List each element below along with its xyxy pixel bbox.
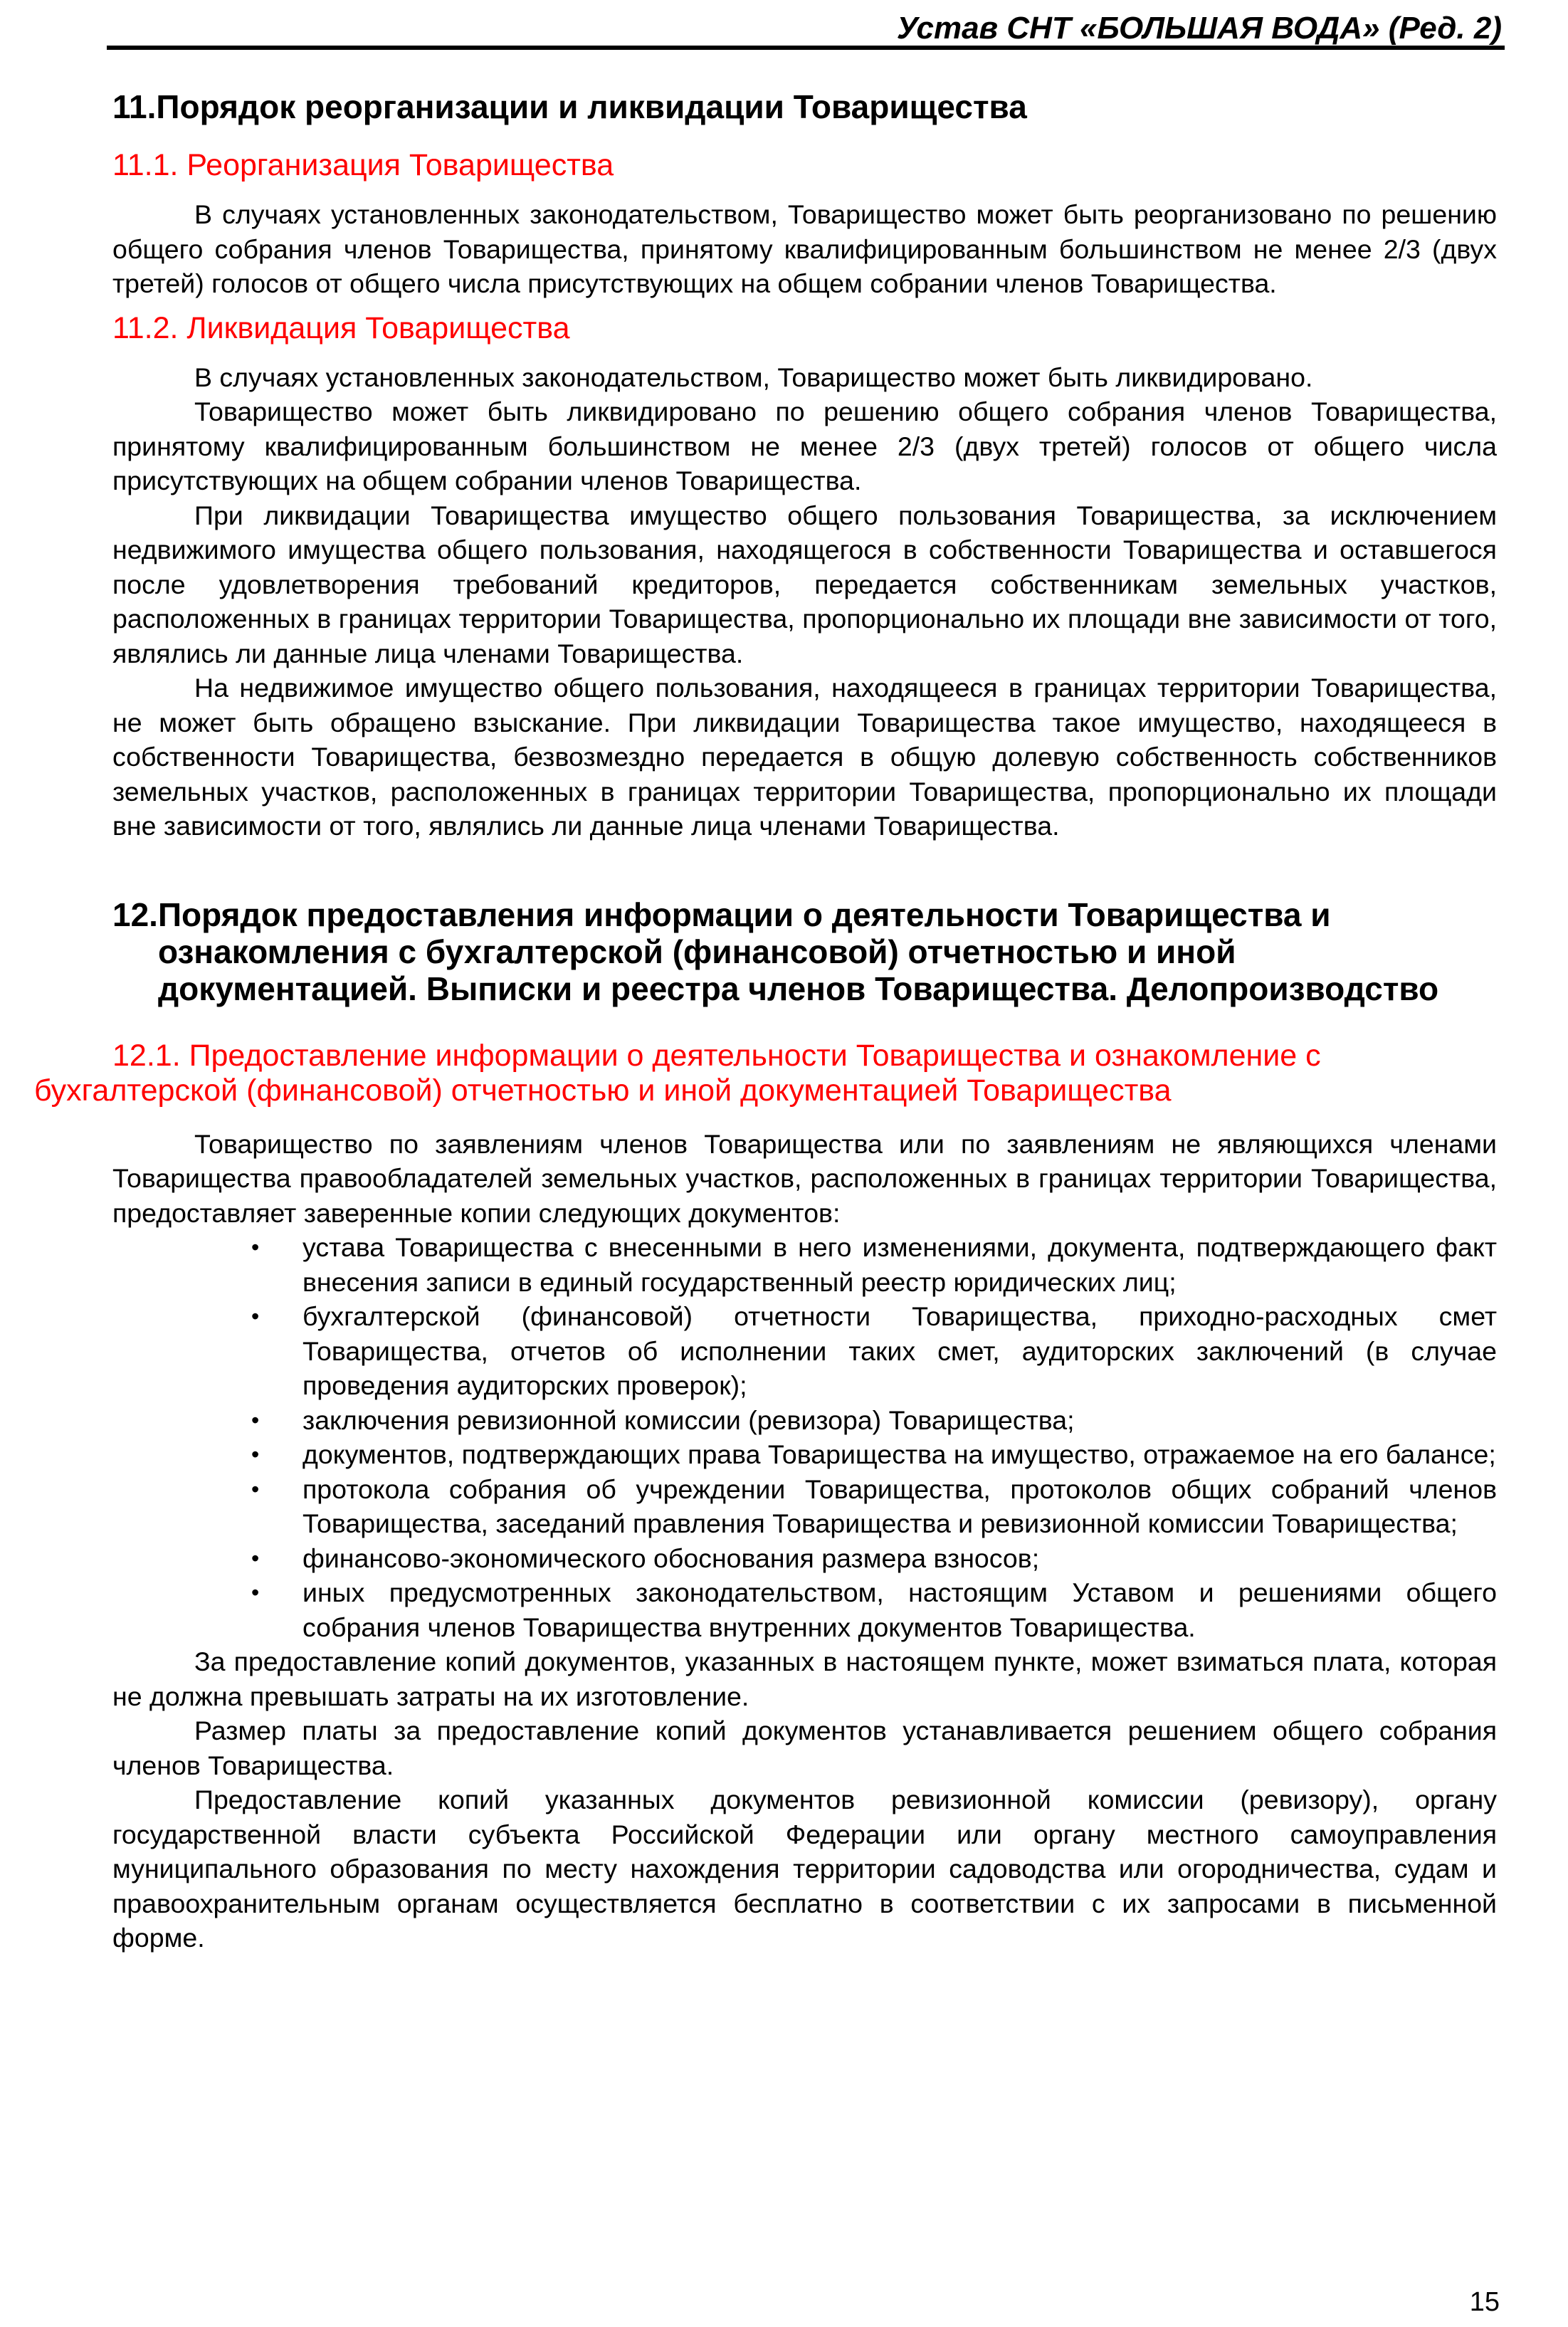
section-11-number: 11. [112,88,157,125]
section-12-title [112,896,1497,1007]
paragraph-11-1-1: В случаях установленных законодательством, Товарищество может быть реорганизовано по решению общего собрания членов Товарищества, принятому квалифицированным большинством не менее 2/3 (двух третей) голосов от общего числа присутствующих на общем собрании членов Товарищества. [112,199,1497,298]
list-item: • заключения ревизионной комиссии (ревизора) Товарищества; [112,1403,1497,1438]
list-item: • документов, подтверждающих права Товарищества на имущество, отражаемое на его балансе; [112,1437,1497,1472]
list-item: • устава Товарищества с внесенными в него изменениями, документа, подтверждающего факт внесения записи в единый государственный реестр юридических лиц; [112,1230,1497,1299]
list-item: • иных предусмотренных законодательством, настоящим Уставом и решениями общего собрания членов Товарищества внутренних документов Товарищества. [112,1575,1497,1644]
page-content [34,88,1497,1955]
subsection-11-1-title: 11.1. Реорганизация Товарищества [112,148,614,182]
paragraph-12-1-intro: Товарищество по заявлениям членов Товарищества или по заявлениям не являющихся членами Товарищества правообладателей земельных участков, расположенных в границах территории Товарищества, предоставляет заверенные копии следующих документов: [112,1128,1497,1228]
section-11-title [112,88,1497,125]
list-item: • протокола собрания об учреждении Товарищества, протоколов общих собраний членов Товарищества, заседаний правления Товарищества и ревизионной комиссии Товарищества; [112,1472,1497,1541]
section-12-title-text: Порядок предоставления информации о деятельности Товарищества и ознакомления с бухгалтерской (финансовой) отчетностью и иной документацией. Выписки и реестра членов Товарищества. Делопроизводство [157,895,1439,1007]
paragraph-12-1-fee: За предоставление копий документов, указанных в настоящем пункте, может взиматься плата, которая не должна превышать затраты на их изготовление. [112,1646,1497,1711]
paragraph-12-1-free: Предоставление копий указанных документов ревизионной комиссии (ревизору), органу государственной власти субъекта Российской Федерации или органу местного самоуправления муниципального образования по месту нахождения территории садоводства или огородничества, судам и правоохранительным органам осуществляется бесплатно в соответствии с их запросами в письменной форме. [112,1785,1497,1953]
paragraph-12-1-fee-size: Размер платы за предоставление копий документов устанавливается решением общего собрания членов Товарищества. [112,1716,1497,1780]
section-11-title-text: Порядок реорганизации и ликвидации Товарищества [156,88,1027,125]
paragraph-11-2-1: В случаях установленных законодательством, Товарищество может быть ликвидировано. [194,362,1313,392]
bullet-icon: • [251,1407,260,1433]
bullet-icon: • [251,1441,260,1467]
list-item: • финансово-экономического обоснования размера взносов; [112,1541,1497,1576]
bullet-icon: • [251,1234,260,1260]
subsection-12-1-title: 12.1. Предоставление информации о деятельности Товарищества и ознакомление с бухгалтерской (финансовой) отчетностью и иной документацией Товарищества [34,1038,1321,1108]
running-header: Устав СНТ «БОЛЬШАЯ ВОДА» (Ред. 2) [896,11,1502,46]
page-number: 15 [1469,2287,1500,2317]
list-item: • бухгалтерской (финансовой) отчетности Товарищества, приходно-расходных смет Товарищества, отчетов об исполнении таких смет, аудиторских заключений (в случае проведения аудиторских проверок); [112,1299,1497,1403]
documents-list [112,1230,1497,1644]
bullet-icon: • [251,1580,260,1605]
header-rule [107,46,1505,50]
subsection-11-2-title: 11.2. Ликвидация Товарищества [112,310,570,345]
paragraph-11-2-2: Товарищество может быть ликвидировано по решению общего собрания членов Товарищества, принятому квалифицированным большинством не менее 2/3 (двух третей) голосов от общего числа присутствующих на общем собрании членов Товарищества. [112,396,1497,495]
bullet-icon: • [251,1303,260,1329]
paragraph-11-2-3: При ликвидации Товарищества имущество общего пользования Товарищества, за исключением недвижимого имущества общего пользования, находящегося в собственности Товарищества и оставшегося после удовлетворения требований кредиторов, передается собственникам земельных участков, расположенных в границах территории Товарищества, пропорционально их площади вне зависимости от того, являлись ли данные лица членами Товарищества. [112,500,1497,668]
paragraph-11-2-4: На недвижимое имущество общего пользования, находящееся в границах территории Товарищества, не может быть обращено взыскание. При ликвидации Товарищества такое имущество, находящееся в собственности Товарищества, безвозмездно передается в общую долевую собственность собственников земельных участков, расположенных в границах территории Товарищества, пропорционально их площади вне зависимости от того, являлись ли данные лица членами Товарищества. [112,673,1497,841]
bullet-icon: • [251,1476,260,1502]
section-12-number: 12. [112,895,158,933]
bullet-icon: • [251,1545,260,1571]
